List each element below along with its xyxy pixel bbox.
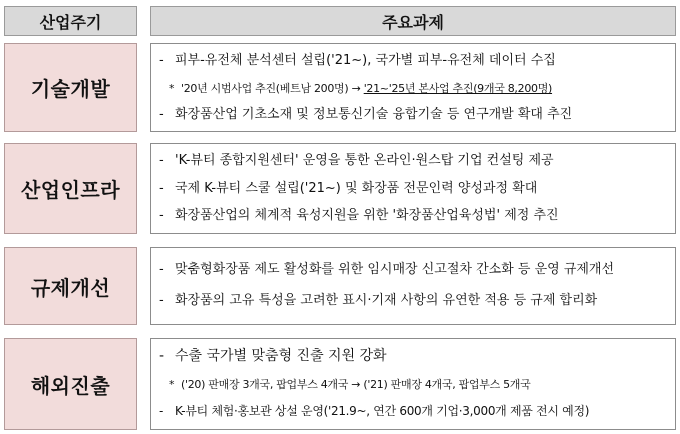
bullet: -	[159, 153, 164, 168]
task-line	[159, 292, 671, 310]
category-overseas: 해외진출	[4, 338, 137, 430]
task-line	[159, 180, 671, 198]
header-lifecycle: 산업주기	[4, 6, 137, 36]
asterisk: *	[169, 378, 175, 391]
task-text: 수출 국가별 맞춤형 진출 지원 강화	[175, 348, 387, 364]
tasks-overseas	[150, 338, 676, 430]
task-line	[159, 152, 671, 170]
task-line	[159, 52, 671, 70]
task-text: 화장품산업의 체계적 육성지원을 위한 '화장품산업육성법' 제정 추진	[175, 208, 559, 223]
task-text: '20년 시범사업 추진(베트남 200명) →	[181, 82, 364, 95]
asterisk: *	[169, 82, 175, 95]
category-tech-dev: 기술개발	[4, 43, 137, 132]
task-line	[159, 402, 671, 420]
task-text-underlined: '21~'25년 본사업 추진(9개국 8,200명)	[363, 82, 553, 95]
bullet: -	[159, 293, 164, 308]
task-text: 피부-유전체 분석센터 설립('21~), 국가별 피부-유전체 데이터 수집	[175, 53, 556, 68]
task-text: 맞춤형화장품 제도 활성화를 위한 임시매장 신고절차 간소화 등 운영 규제개선	[175, 262, 615, 277]
task-text: 화장품의 고유 특성을 고려한 표시·기재 사항의 유연한 적용 등 규제 합리화	[175, 293, 598, 308]
task-text: 국제 K-뷰티 스쿨 설립('21~) 및 화장품 전문인력 양성과정 확대	[175, 181, 538, 196]
tasks-industry-infra	[150, 143, 676, 234]
header-main-tasks: 주요과제	[150, 6, 676, 36]
bullet: -	[159, 181, 164, 196]
task-text: 'K-뷰티 종합지원센터' 운영을 통한 온라인·원스탑 기업 컨설팅 제공	[175, 153, 554, 168]
category-industry-infra: 산업인프라	[4, 143, 137, 234]
bullet: -	[159, 262, 164, 277]
task-text: ('20) 판매장 3개국, 팝업부스 4개국 → ('21) 판매장 4개국, 팝업부스 5개국	[181, 378, 531, 391]
bullet: -	[159, 404, 164, 418]
tasks-regulation	[150, 247, 676, 325]
bullet: -	[159, 53, 164, 68]
task-subline	[169, 376, 671, 394]
task-line	[159, 347, 671, 365]
task-line	[159, 207, 671, 225]
task-line	[159, 261, 671, 279]
task-subline	[169, 80, 671, 98]
tasks-tech-dev	[150, 43, 676, 132]
task-text: K-뷰티 체험·홍보관 상설 운영('21.9~, 연간 600개 기업·3,000개 제품 전시 예정)	[175, 404, 590, 418]
task-line	[159, 106, 671, 124]
bullet: -	[159, 107, 164, 122]
bullet: -	[159, 348, 165, 364]
bullet: -	[159, 208, 164, 223]
category-regulation: 규제개선	[4, 247, 137, 325]
task-text: 화장품산업 기초소재 및 정보통신기술 융합기술 등 연구개발 확대 추진	[175, 107, 573, 122]
